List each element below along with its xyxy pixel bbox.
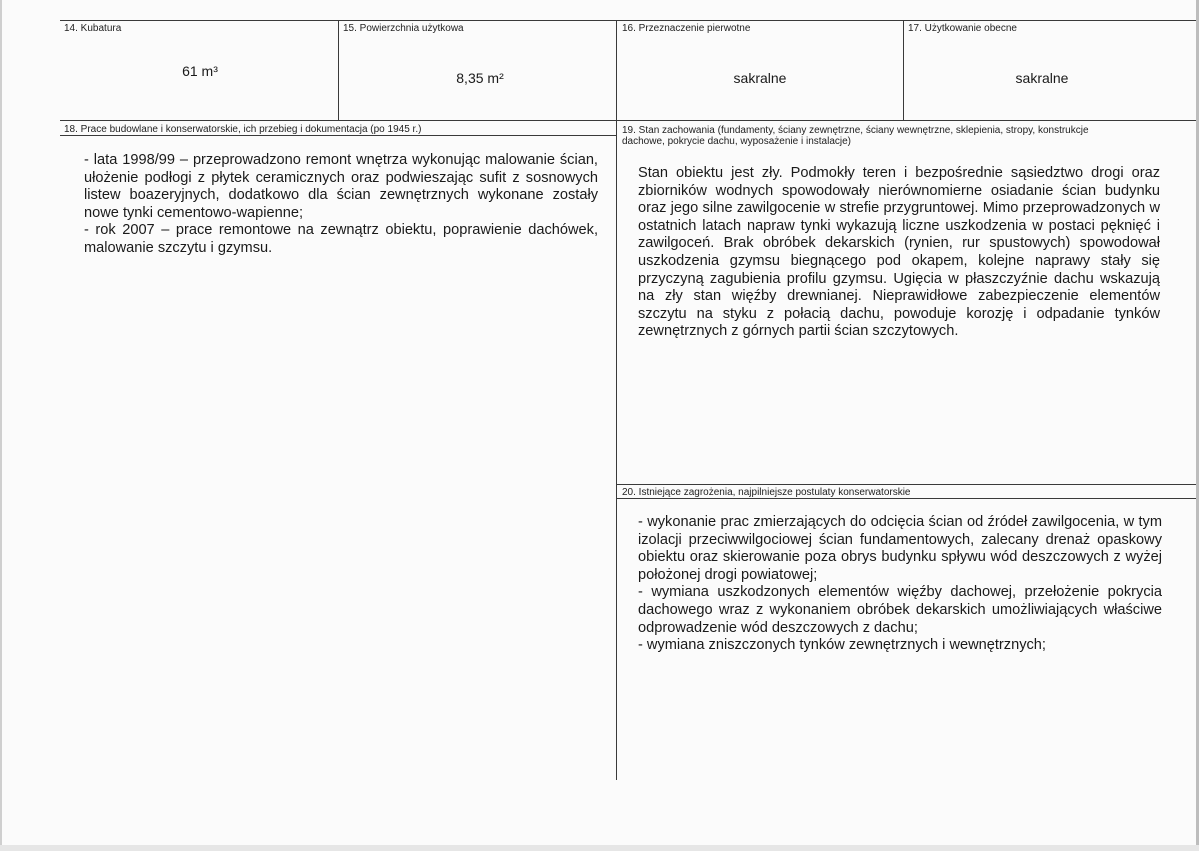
value-powierzchnia: 8,35 m²: [456, 70, 504, 86]
top-rule: [60, 20, 1196, 21]
text-stan-zachowania: [638, 165, 1160, 341]
label-uzytkowanie-obecne: 17. Użytkowanie obecne: [908, 23, 1017, 34]
row-rule-18: [60, 135, 616, 136]
row-rule-top: [60, 120, 1196, 121]
value-kubatura: 61 m³: [182, 63, 218, 79]
value-uzytkowanie-obecne: sakralne: [1015, 70, 1069, 86]
label-przeznaczenie-pierwotne: 16. Przeznaczenie pierwotne: [622, 23, 751, 34]
text-prace-budowlane: [84, 152, 598, 258]
divider-14-15: [338, 20, 339, 120]
paragraph-zagrozenia-2: - wymiana uszkodzonych elementów więźby dachowej, przełożenie pokrycia dachowego wraz z wykonaniem obróbek dekarskich umożliwiających właściwe odprowadzenie wód deszczowych z dachu;: [638, 584, 1162, 636]
value-przeznaczenie-pierwotne: sakralne: [733, 70, 787, 86]
label-powierzchnia: 15. Powierzchnia użytkowa: [343, 23, 464, 34]
divider-16-17: [903, 20, 904, 120]
row-rule-20: [616, 484, 1196, 485]
paragraph-zagrozenia-3: - wymiana zniszczonych tynków zewnętrznych i wewnętrznych;: [638, 637, 1046, 654]
paragraph-prace-1: - lata 1998/99 – przeprowadzono remont wnętrza wykonując malowanie ścian, ułożenie podłogi z płytek ceramicznych oraz podwieszając sufit z sosnowych listew boazeryjnych, dodatkowo dla ścian zewnętrznych wykonane zostały nowe tynki cementowo-wapienne;: [84, 152, 598, 221]
label-zagrozenia: 20. Istniejące zagrożenia, najpilniejsze postulaty konserwatorskie: [622, 487, 911, 498]
row-rule-20-label: [616, 498, 1196, 499]
label-stan-zachowania: 19. Stan zachowania (fundamenty, ściany zewnętrzne, ściany wewnętrzne, sklepienia, stropy, konstrukcje dachowe, pokrycie dachu, wyposażenie i instalacje): [622, 125, 1089, 147]
paragraph-stan-1: Stan obiektu jest zły. Podmokły teren i bezpośrednie sąsiedztwo drogi oraz zbiorników wodnych spowodowały nierównomierne osiadanie ścian budynku oraz jego silne zawilgocenie w strefie przygruntowej. Mimo przeprowadzonych w ostatnich latach napraw tynki wykazują liczne uszkodzenia w postaci pęknięć i zawilgoceń. Brak obróbek dekarskich (rynien, rur spustowych) spowodował uszkodzenia gzymsu biegnącego pod okapem, kolejne naprawy stały się przyczyną zagubienia profilu gzymsu. Ugięcia w płaszczyźnie dachu wskazują na zły stan więźby drewnianej. Nieprawidłowe zabezpieczenie elementów szczytu na styku z połacią dachu, powoduje korozję i odpadanie tynków zewnętrznych z górnych partii ścian szczytowych.: [638, 165, 1160, 340]
text-zagrozenia: [638, 514, 1162, 655]
divider-15-16: [616, 20, 617, 780]
label-prace-budowlane: 18. Prace budowlane i konserwatorskie, ich przebieg i dokumentacja (po 1945 r.): [64, 124, 422, 135]
paragraph-prace-2: - rok 2007 – prace remontowe na zewnątrz obiektu, poprawienie dachówek, malowanie szczytu i gzymsu.: [84, 222, 598, 256]
paragraph-zagrozenia-1: - wykonanie prac zmierzających do odcięcia ścian od źródeł zawilgocenia, w tym izolacji przeciwwilgociowej ścian fundamentowych, zalecany drenaż opaskowy obiektu oraz skierowanie poza obrys budynku spływu wód deszczowych z wyżej położonej drogi powiatowej;: [638, 514, 1162, 583]
label-kubatura: 14. Kubatura: [64, 23, 122, 34]
